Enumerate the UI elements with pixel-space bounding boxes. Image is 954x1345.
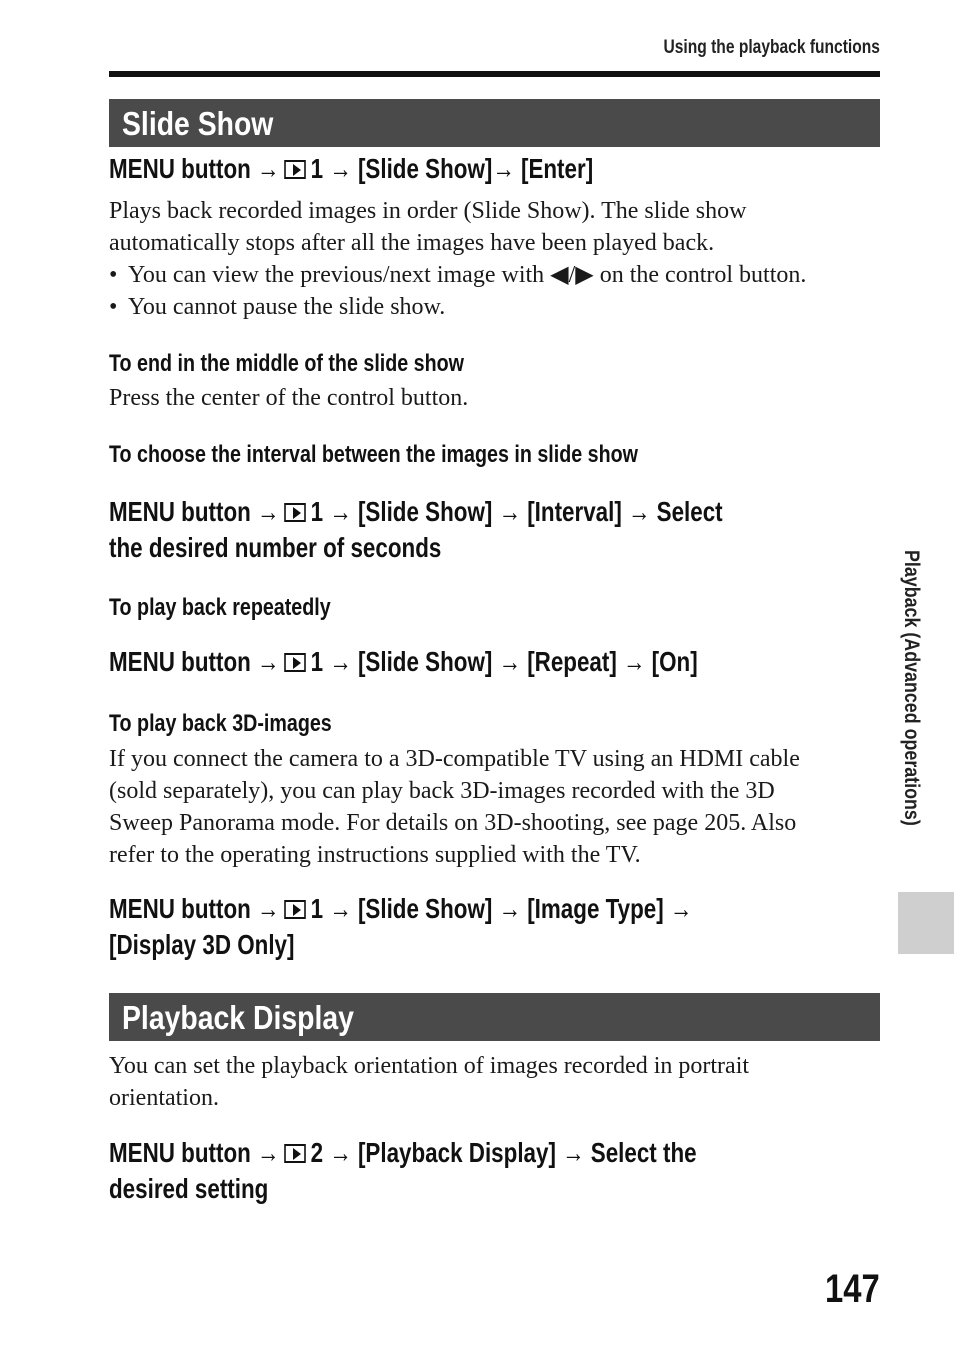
threed-text <box>109 743 869 871</box>
menu-rest-line2: [Display 3D Only] <box>109 929 295 960</box>
end-text: Press the center of the control button. <box>109 385 469 411</box>
threed-line: If you connect the camera to a 3D-compatible TV using an HDMI cable <box>109 746 800 772</box>
text-line: orientation. <box>109 1085 219 1111</box>
intro-line: automatically stops after all the images have been played back. <box>109 230 715 256</box>
menu-path-interval <box>109 494 723 566</box>
menu-prefix: MENU button → <box>109 153 280 184</box>
interval-heading: To choose the interval between the images in slide show <box>109 441 638 468</box>
play-icon <box>284 653 306 672</box>
menu-rest: 2 → [Playback Display] → Select the <box>310 1137 697 1168</box>
play-icon <box>284 160 306 179</box>
menu-rest: 1 → [Slide Show] → [Interval] → Select <box>310 496 723 527</box>
menu-path-3d <box>109 891 692 963</box>
menu-prefix: MENU button → <box>109 646 280 677</box>
bullet-item: • You can view the previous/next image with ◀/▶ on the control button. <box>109 259 869 291</box>
side-tab <box>897 550 927 880</box>
menu-rest-line2: the desired number of seconds <box>109 532 442 563</box>
menu-prefix: MENU button → <box>109 1137 280 1168</box>
menu-prefix: MENU button → <box>109 893 280 924</box>
threed-line: Sweep Panorama mode. For details on 3D-shooting, see page 205. Also <box>109 810 797 836</box>
menu-path-slide-show <box>109 153 593 185</box>
intro-line: Plays back recorded images in order (Slide Show). The slide show <box>109 198 747 224</box>
bullet-item: • You cannot pause the slide show. <box>109 291 869 323</box>
page-number: 147 <box>825 1267 880 1311</box>
threed-heading: To play back 3D-images <box>109 710 332 737</box>
header-rule <box>109 71 880 77</box>
section-bar-playback-display <box>109 993 880 1041</box>
running-header: Using the playback functions <box>663 37 880 58</box>
play-icon <box>284 503 306 522</box>
menu-path-playback-display <box>109 1135 697 1207</box>
side-tab-label: Playback (Advanced operations) <box>900 550 923 826</box>
threed-line: refer to the operating instructions supplied with the TV. <box>109 842 641 868</box>
menu-rest: 1 → [Slide Show]→ [Enter] <box>310 153 594 184</box>
thumb-index-marker <box>898 892 954 954</box>
menu-rest: 1 → [Slide Show] → [Repeat] → [On] <box>310 646 698 677</box>
playback-display-text <box>109 1050 869 1114</box>
menu-rest-line2: desired setting <box>109 1173 269 1204</box>
menu-rest: 1 → [Slide Show] → [Image Type] → <box>310 893 693 924</box>
threed-line: (sold separately), you can play back 3D-images recorded with the 3D <box>109 778 775 804</box>
section-bar-slide-show <box>109 99 880 147</box>
play-icon <box>284 1144 306 1163</box>
section-title: Playback Display <box>122 999 354 1036</box>
menu-path-repeat <box>109 646 698 678</box>
slide-show-intro <box>109 195 869 323</box>
text-line: You can set the playback orientation of images recorded in portrait <box>109 1053 750 1079</box>
repeat-heading: To play back repeatedly <box>109 594 331 621</box>
play-icon <box>284 900 306 919</box>
menu-prefix: MENU button → <box>109 496 280 527</box>
end-heading: To end in the middle of the slide show <box>109 350 464 377</box>
section-title: Slide Show <box>122 105 274 142</box>
